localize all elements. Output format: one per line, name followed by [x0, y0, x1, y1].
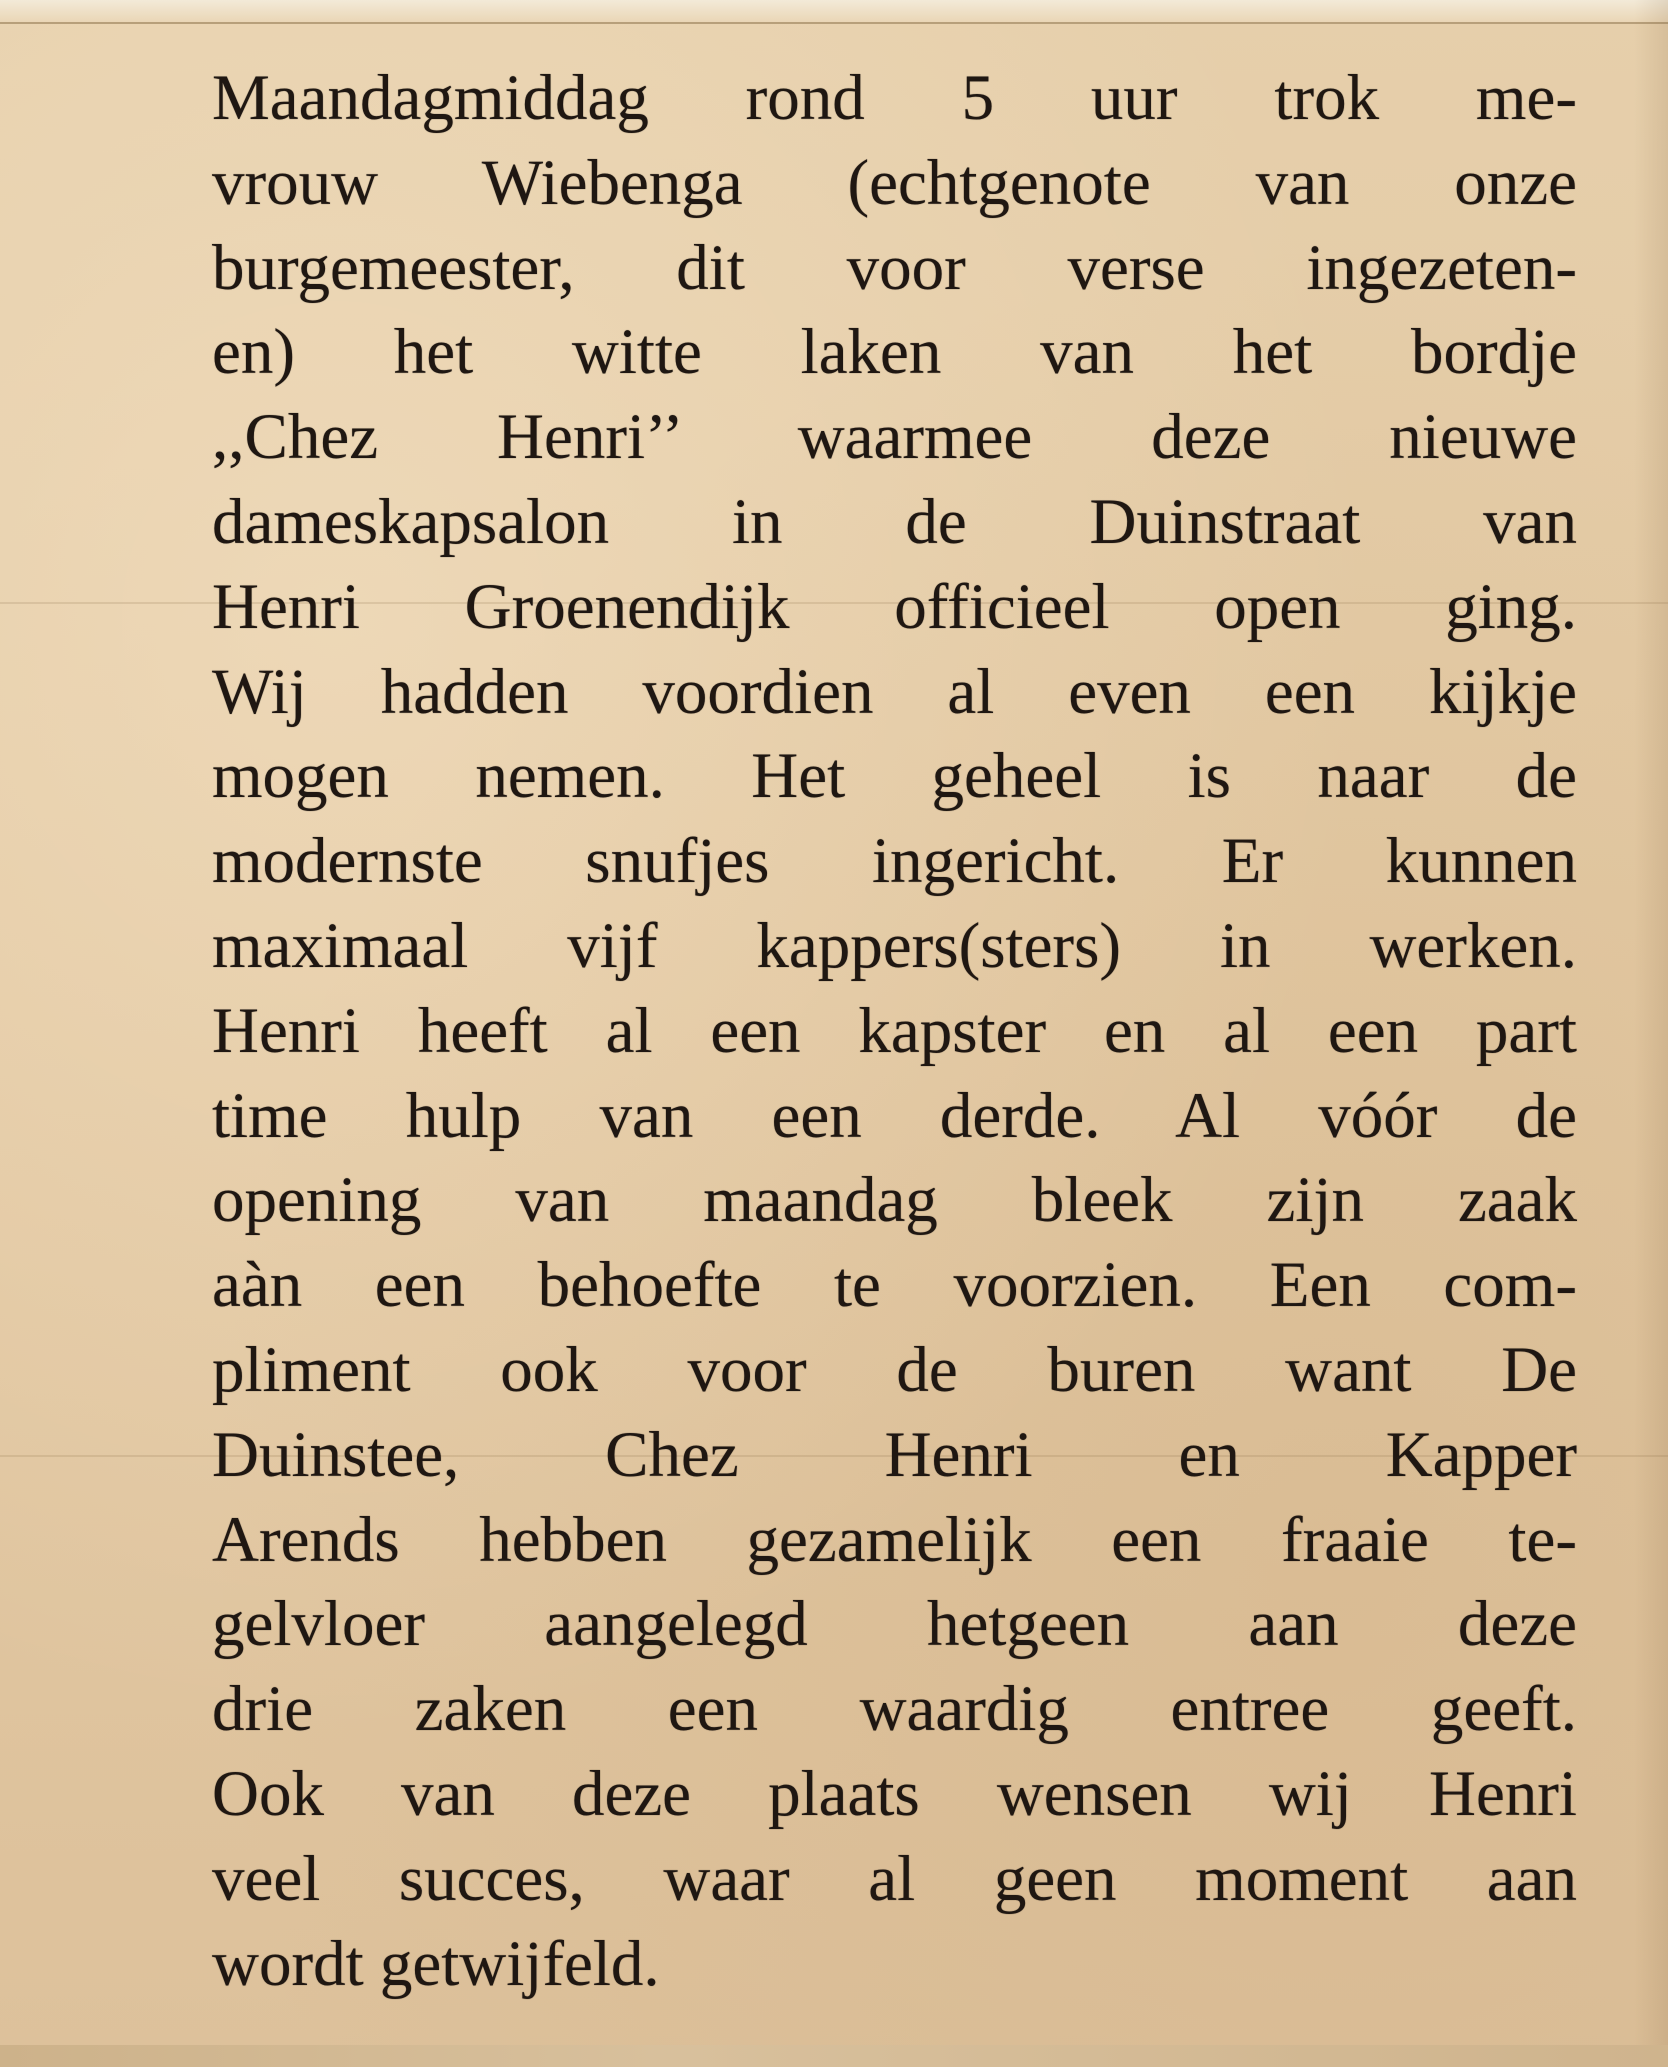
article-line: veel succes, waar al geen moment aan: [212, 1842, 1577, 1915]
article-line: mogen nemen. Het geheel is naar de: [212, 740, 1577, 813]
article-line: Henri Groenendijk officieel open ging.: [212, 570, 1577, 643]
article-line: gelvloer aangelegd hetgeen aan deze: [212, 1588, 1577, 1661]
article-line: vrouw Wiebenga (echtgenote van onze: [212, 146, 1577, 219]
article-line: opening van maandag bleek zijn zaak: [212, 1164, 1577, 1237]
article-line-last: wordt getwijfeld.: [212, 1927, 660, 2000]
article-line: Maandagmiddag rond 5 uur trok me-: [212, 62, 1577, 134]
article-line: Ook van deze plaats wensen wij Henri: [212, 1757, 1577, 1830]
article-line: Duinstee, Chez Henri en Kapper: [212, 1418, 1577, 1491]
clipping-top-edge: [0, 0, 1668, 24]
article-line: Arends hebben gezamelijk een fraaie te-: [212, 1503, 1577, 1576]
article-line: en) het witte laken van het bordje: [212, 316, 1577, 389]
paper-edge-shadow: [1634, 0, 1668, 2067]
article-line: modernste snufjes ingericht. Er kunnen: [212, 825, 1577, 898]
article-line: ,,Chez Henri’’ waarmee deze nieuwe: [212, 401, 1577, 474]
article-line: pliment ook voor de buren want De: [212, 1333, 1577, 1406]
article-line: Wij hadden voordien al even een kijkje: [212, 655, 1577, 728]
article-line: burgemeester, dit voor verse ingezeten-: [212, 231, 1577, 304]
article-line: aàn een behoefte te voorzien. Een com-: [212, 1249, 1577, 1322]
article-line: drie zaken een waardig entree geeft.: [212, 1673, 1577, 1746]
article-line: Henri heeft al een kapster en al een part: [212, 994, 1577, 1067]
article-line: maximaal vijf kappers(sters) in werken.: [212, 909, 1577, 982]
clipping-bottom-edge: [0, 2045, 1668, 2067]
article-line: dameskapsalon in de Duinstraat van: [212, 485, 1577, 558]
article-body: [212, 56, 1577, 2006]
article-line: time hulp van een derde. Al vóór de: [212, 1079, 1577, 1152]
